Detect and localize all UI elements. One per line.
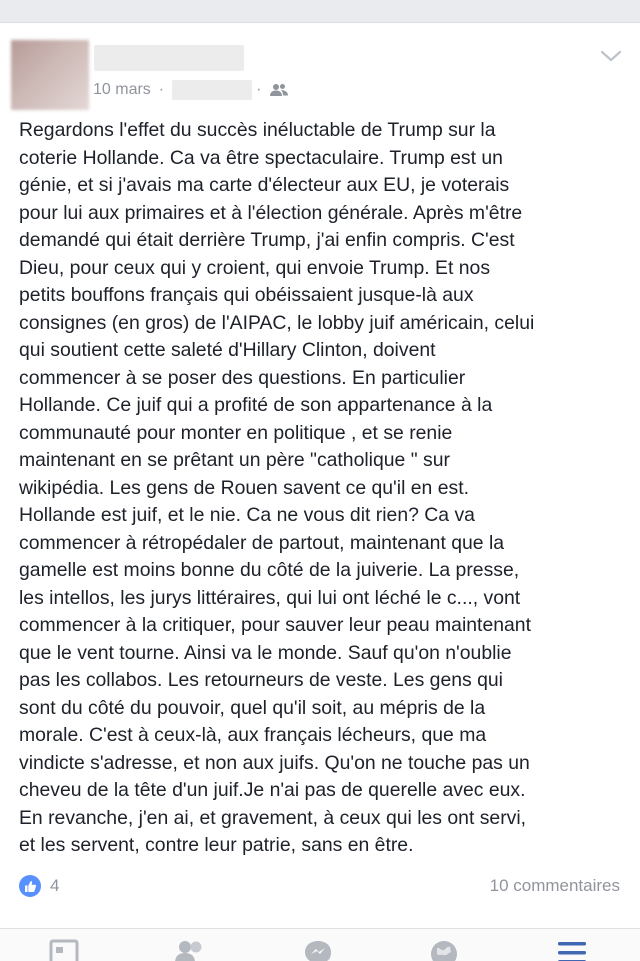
like-count[interactable]: 4 [50, 876, 60, 895]
bottom-tab-bar [0, 928, 640, 961]
globe-notifications-icon[interactable] [424, 939, 464, 961]
post-stats [0, 864, 640, 904]
post-date[interactable]: 10 mars [93, 81, 151, 98]
news-feed-icon[interactable] [44, 939, 84, 961]
meta-separator: · [158, 81, 165, 98]
comments-count[interactable]: 10 commentaires [489, 876, 620, 895]
post-meta [93, 79, 289, 101]
messenger-icon[interactable] [298, 939, 338, 961]
top-divider [0, 0, 640, 22]
post-body: Regardons l'effet du succès inéluctable de Trump sur la coterie Hollande. Ca va être spectaculaire. Trump est un génie, et si j'avais ma carte d'électeur aux EU, je voterais pour lui aux primaires et à l'élection générale. Après m'être demandé qui était derrière Trump, j'ai enfin compris. C'est Dieu, pour ceux qui y croient, qui envoie Trump. Et nos petits bouffons français qui obéissaient jusque-là aux consignes (en gros) de l'AIPAC, le lobby juif américain, celui qui soutient cette saleté d'Hillary Clinton, doivent commencer à se poser des questions. En particulier Hollande. Ce juif qui a profité de son appartenance à la communauté pour monter en politique , et se renie maintenant en se prêtant un père "catholique " sur wikipédia. Les gens de Rouen savent ce qu'il en est. Hollande est juif, et le nie. Ca ne vous dit rien? Ca va commencer à rétropédaler de partout, maintenant que la gamelle est moins bonne du côté de la juiverie. La presse, les intellos, les jurys littéraires, qui lui ont léché le c..., vont commencer à la critiquer, pour sauver leur peau maintenant que le vent tourne. Ainsi va le monde. Sauf qu'on n'oublie pas les collabos. Les retourneurs de veste. Les gens qui sont du côté du pouvoir, quel qu'il soit, au mépris de la morale. C'est à ceux-là, aux français lécheurs, que ma vindicte s'adresse, et non aux juifs. Qu'on ne touche pas un cheveu de la tête d'un juif.Je n'ai pas de querelle avec eux. En revanche, j'en ai, et gravement, à ceux qui les ont servi, et les servent, contre leur patrie, sans en être. [19, 119, 535, 856]
location-redacted [172, 80, 252, 100]
avatar[interactable] [11, 40, 89, 110]
author-name-redacted[interactable] [94, 45, 244, 71]
like-icon[interactable] [19, 875, 41, 897]
menu-icon[interactable] [552, 939, 592, 961]
post-card [0, 22, 640, 961]
meta-separator-2: · [256, 81, 262, 98]
friends-icon [269, 83, 289, 97]
chevron-down-icon[interactable] [600, 49, 622, 63]
friend-requests-icon[interactable] [170, 939, 210, 961]
